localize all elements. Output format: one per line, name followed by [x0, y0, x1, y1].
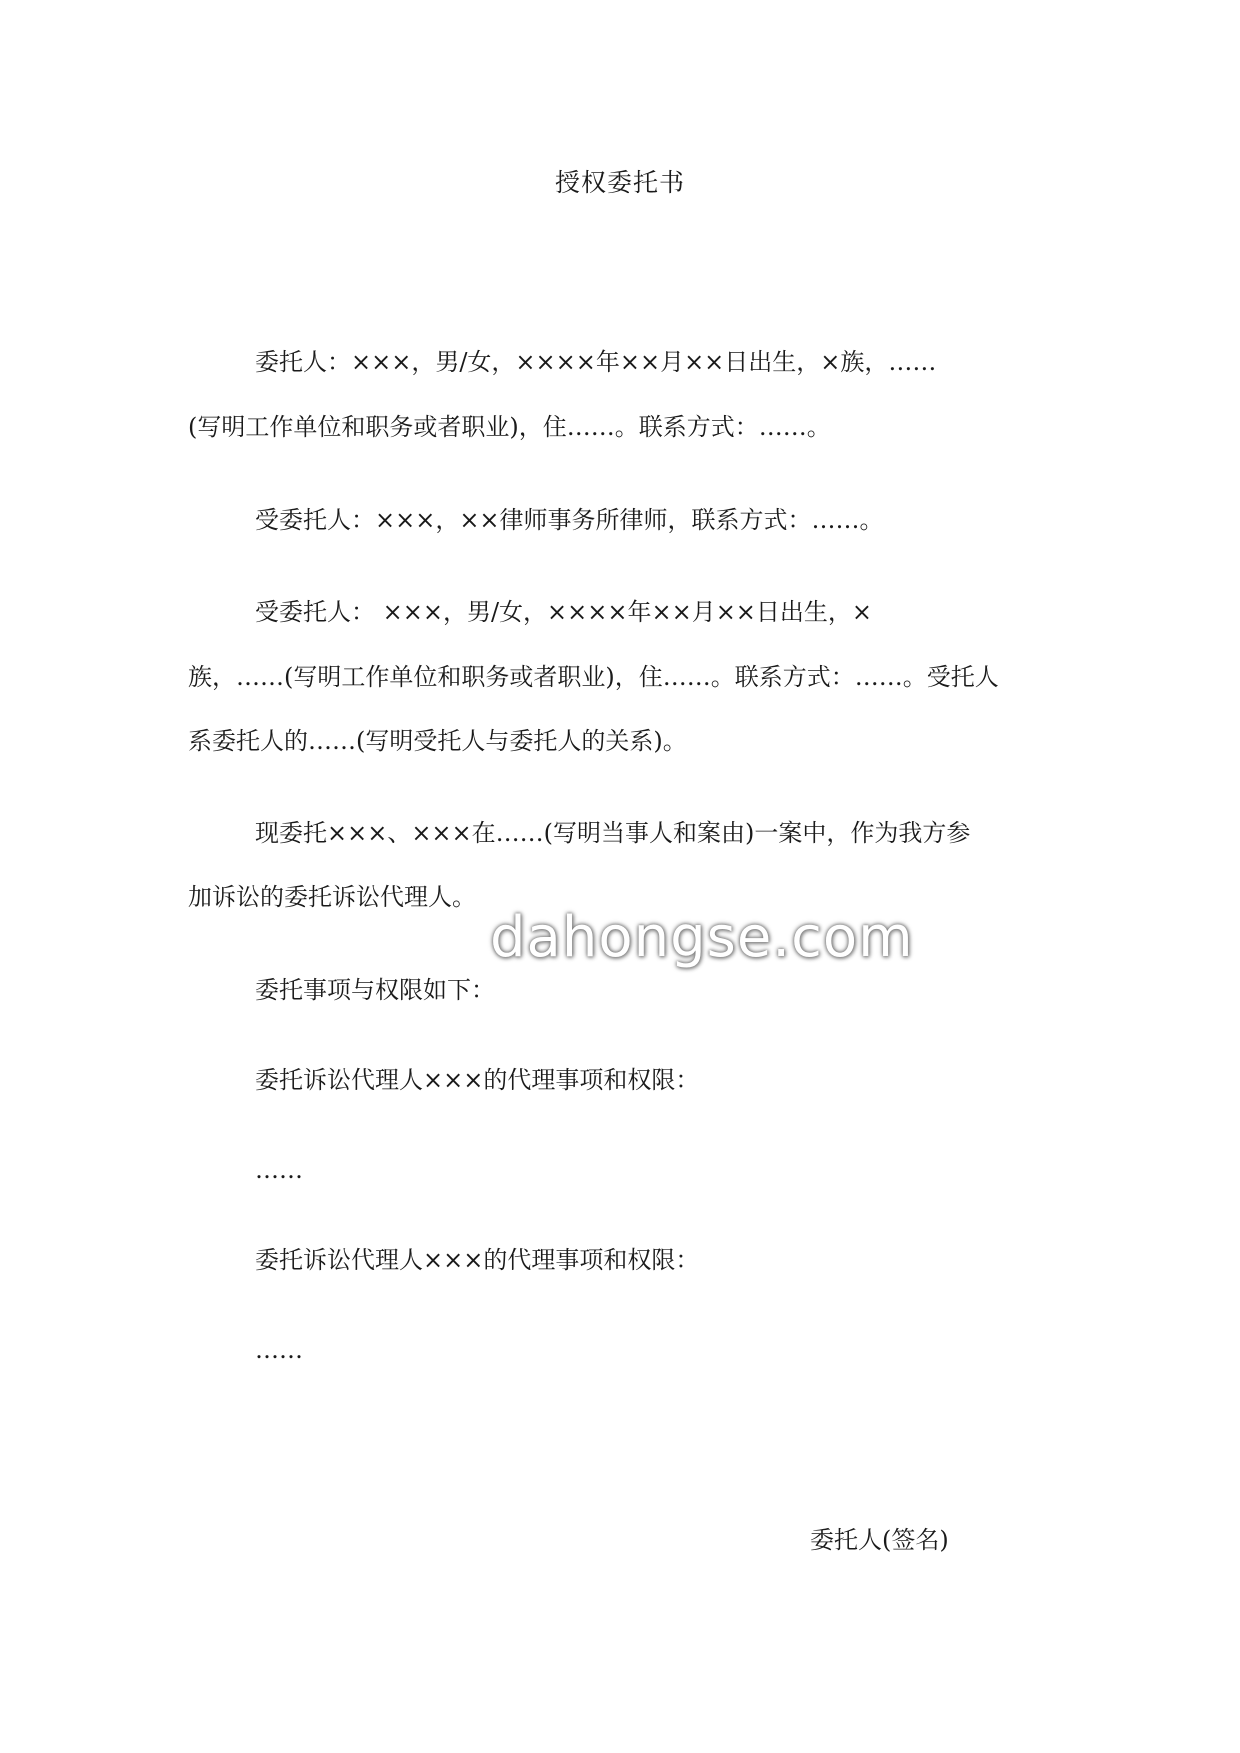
agent-lawyer-line: 受委托人：×××，××律师事务所律师，联系方式：……。 — [255, 506, 884, 534]
agent-2-authority-content: …… — [255, 1336, 303, 1364]
agent-individual-line-3: 系委托人的……(写明受托人与委托人的关系)。 — [188, 727, 687, 755]
matters-heading: 委托事项与权限如下： — [255, 976, 495, 1004]
agent-1-authority-content: …… — [255, 1156, 303, 1184]
principal-line-1: 委托人：×××，男/女，××××年××月××日出生，×族，…… — [255, 348, 937, 376]
agent-1-authority-heading: 委托诉讼代理人×××的代理事项和权限： — [255, 1066, 700, 1094]
document-title: 授权委托书 — [554, 168, 685, 197]
entrust-statement-line-2: 加诉讼的委托诉讼代理人。 — [188, 883, 476, 911]
agent-individual-line-2: 族，……(写明工作单位和职务或者职业)，住……。联系方式：……。受托人 — [188, 663, 999, 691]
agent-2-authority-heading: 委托诉讼代理人×××的代理事项和权限： — [255, 1246, 700, 1274]
agent-individual-line-1: 受委托人： ×××，男/女，××××年××月××日出生，× — [255, 598, 873, 626]
entrust-statement-line-1: 现委托×××、×××在……(写明当事人和案由)一案中，作为我方参 — [255, 819, 971, 847]
principal-signature: 委托人(签名) — [810, 1526, 949, 1554]
watermark-text: dahongse.com — [490, 905, 914, 970]
principal-line-2: (写明工作单位和职务或者职业)，住……。联系方式：……。 — [188, 413, 831, 441]
